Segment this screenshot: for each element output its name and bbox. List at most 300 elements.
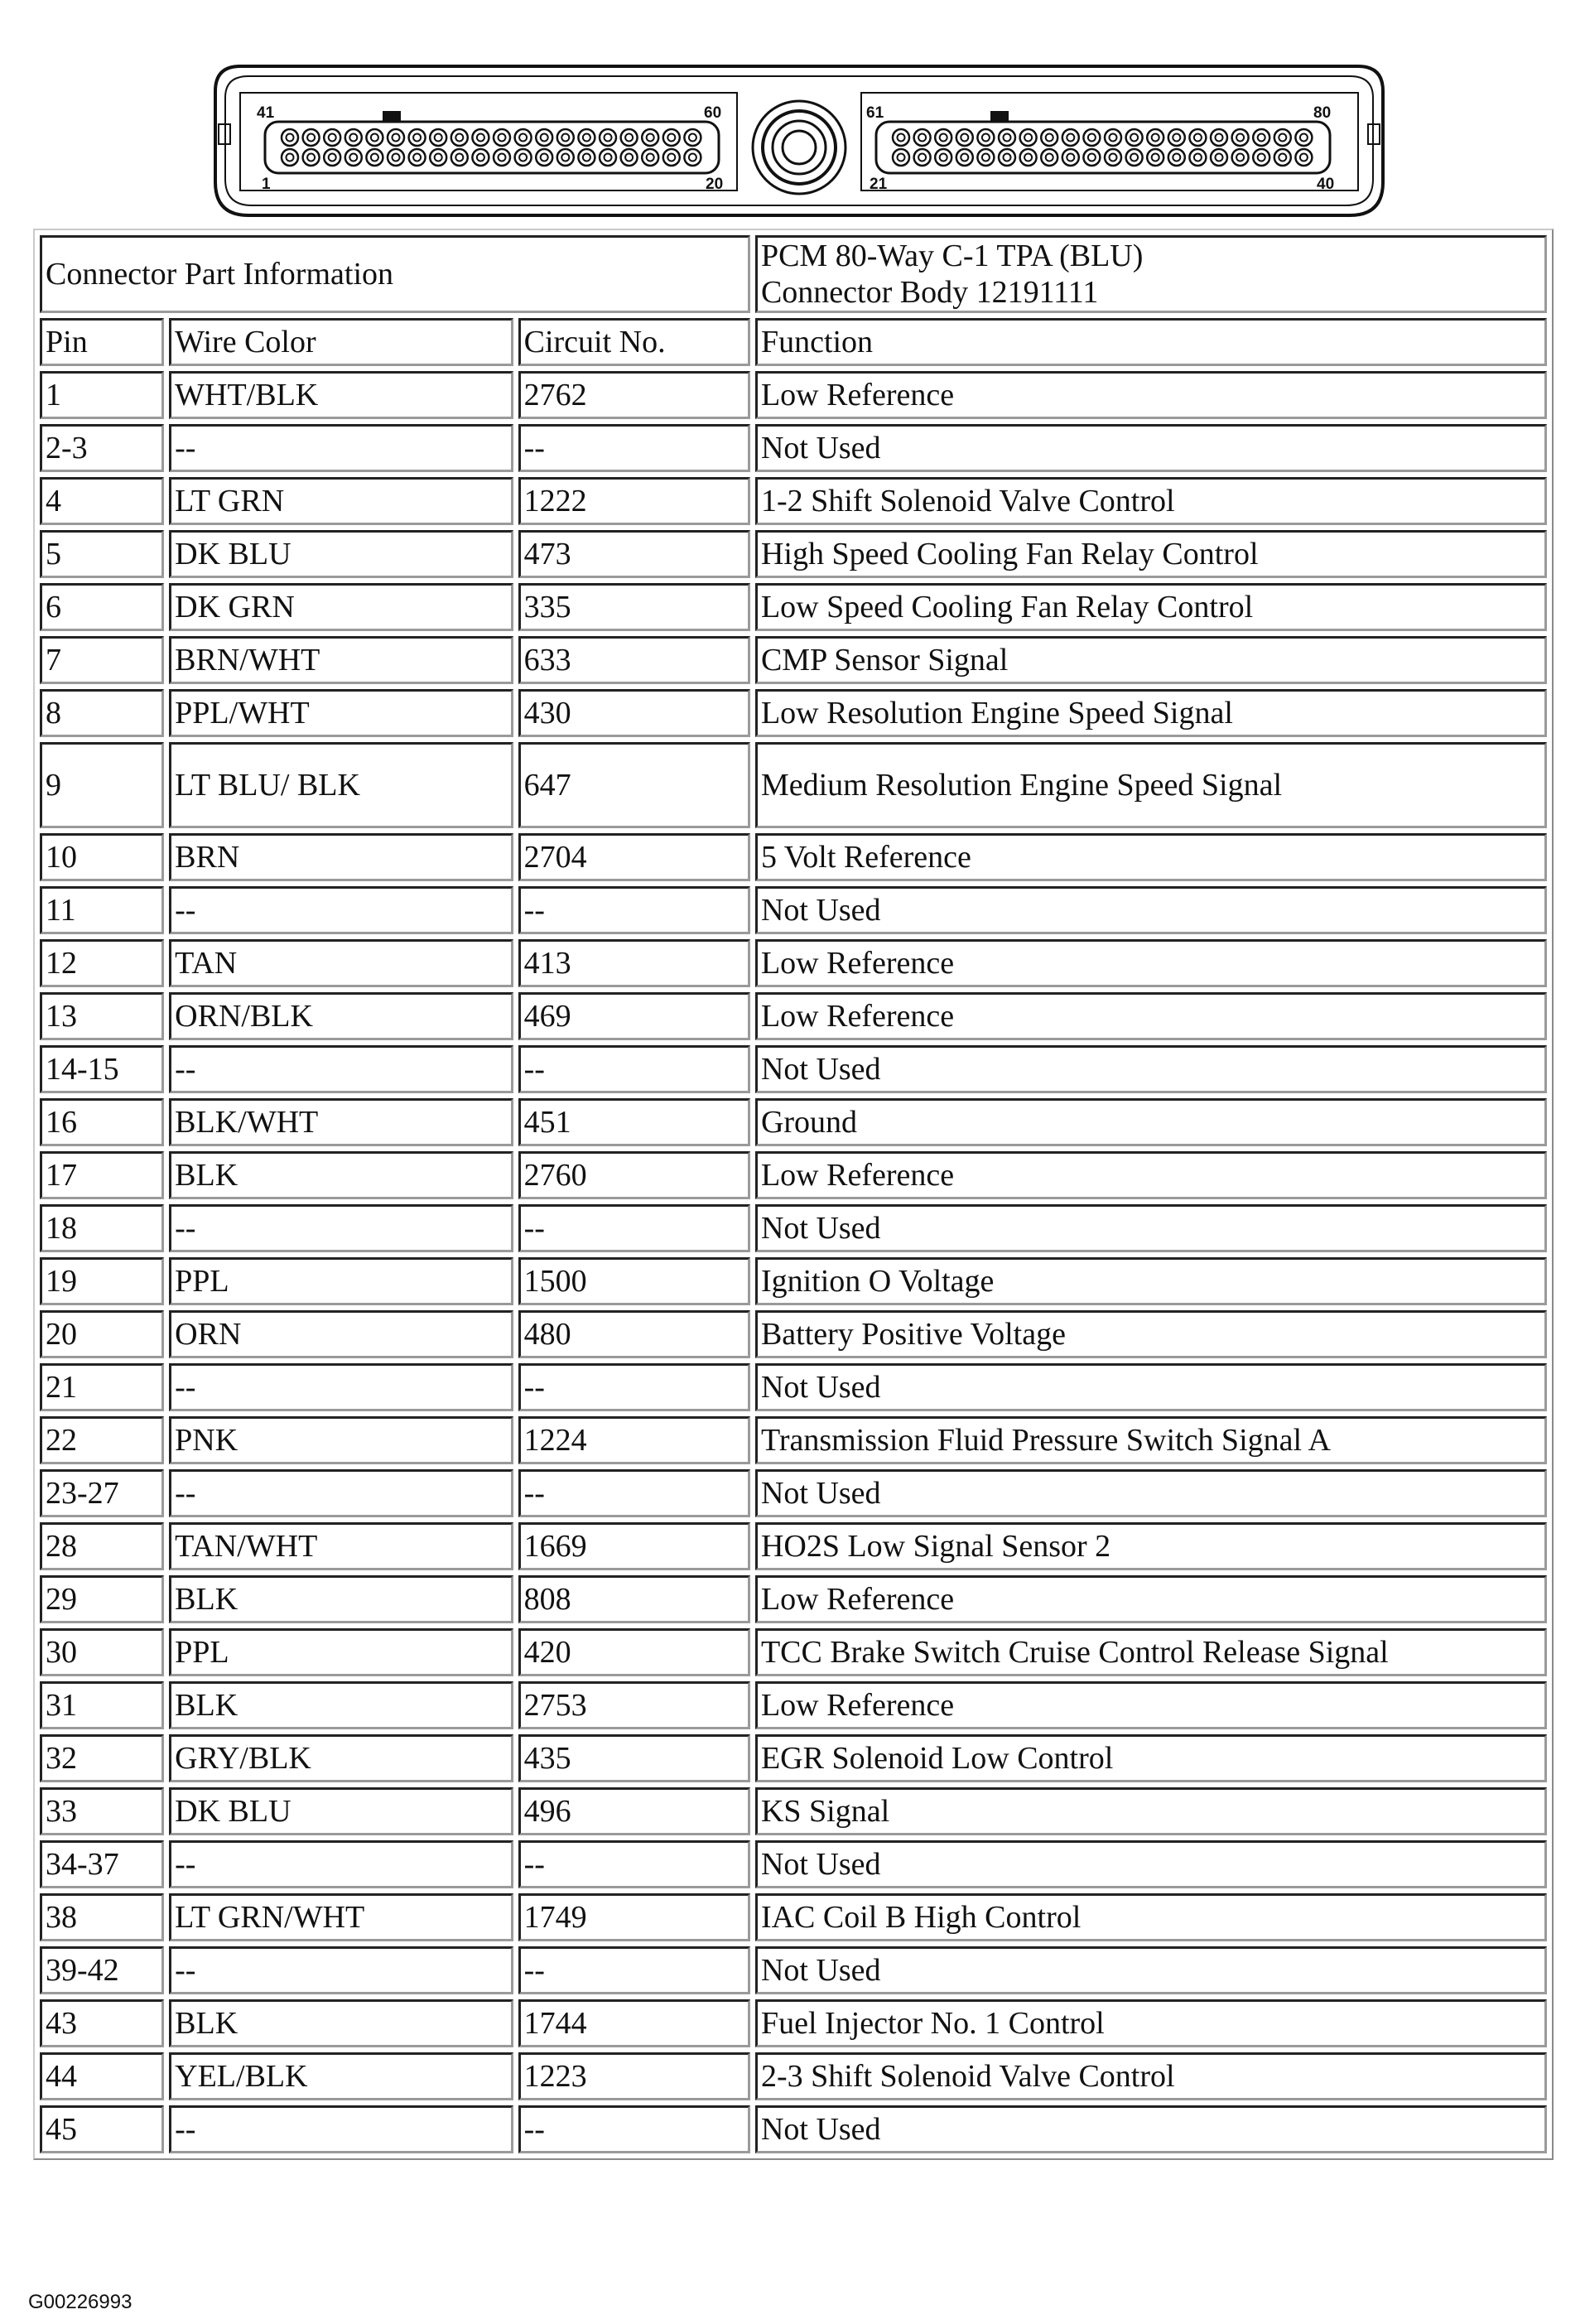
pin-contact [647,134,654,142]
header-function: Function [755,318,1547,366]
pin-socket [1295,129,1312,146]
wire-color-cell: -- [169,1204,513,1252]
pin-socket [684,149,701,166]
pin-socket [303,129,320,146]
pin-cell: 12 [40,939,164,987]
pin-contact [519,154,527,162]
pin-contact [1004,154,1011,162]
right-pin-block [861,93,1358,193]
pin-socket [451,129,468,146]
circuit-cell: -- [518,1363,750,1411]
pin-contact [561,154,569,162]
function-cell: Not Used [755,1045,1547,1093]
circuit-cell: -- [518,1204,750,1252]
pin-socket [1189,129,1206,146]
circuit-cell: 2704 [518,833,750,881]
pin-contact [499,134,506,142]
pin-socket [1232,149,1249,166]
wire-color-cell: BLK [169,1999,513,2047]
table-row [40,1098,1547,1146]
pin-cell: 7 [40,636,164,684]
pin-contact [541,134,548,142]
pin-socket [956,129,973,146]
right-label-40: 40 [1317,176,1335,193]
pin-cell: 18 [40,1204,164,1252]
wire-color-cell: LT GRN [169,477,513,525]
circuit-cell: 808 [518,1575,750,1623]
pin-socket [1274,149,1291,166]
pin-contact [1173,134,1180,142]
header-row [40,318,1547,366]
function-cell: TCC Brake Switch Cruise Control Release Signal [755,1628,1547,1676]
pin-contact [625,154,633,162]
pin-cell: 29 [40,1575,164,1623]
circuit-cell: -- [518,2105,750,2153]
pin-socket [557,129,574,146]
table-row [40,1840,1547,1888]
part-info-value [755,235,1547,313]
pin-socket [409,149,426,166]
pin-cell: 14-15 [40,1045,164,1093]
left-pin-grid [282,129,701,166]
pin-socket [600,129,616,146]
pin-contact [1236,154,1244,162]
pin-contact [667,154,675,162]
wire-color-cell: BLK [169,1151,513,1199]
wire-color-cell: LT GRN/WHT [169,1893,513,1941]
pin-socket [1105,129,1121,146]
pin-contact [1110,154,1117,162]
pin-socket [1020,149,1037,166]
pin-contact [1152,134,1159,142]
pin-contact [477,154,484,162]
pin-cell: 30 [40,1628,164,1676]
circuit-cell: -- [518,1946,750,1994]
pin-socket [1062,129,1079,146]
wire-color-cell: -- [169,1363,513,1411]
circuit-cell: 469 [518,992,750,1040]
table-row [40,992,1547,1040]
circuit-cell: 1500 [518,1257,750,1305]
pin-contact [499,154,506,162]
pin-cell: 8 [40,689,164,737]
pin-socket [345,149,362,166]
pin-contact [435,134,442,142]
circuit-cell: 496 [518,1787,750,1835]
pin-socket [1083,129,1100,146]
function-cell: Low Reference [755,1151,1547,1199]
pin-socket [494,129,510,146]
function-cell: Low Reference [755,939,1547,987]
pin-socket [684,129,701,146]
pin-contact [1279,154,1286,162]
function-cell: Low Reference [755,371,1547,419]
pin-cell: 21 [40,1363,164,1411]
table-row [40,424,1547,472]
pin-contact [349,154,357,162]
pin-cell: 23-27 [40,1469,164,1517]
function-cell: Not Used [755,1469,1547,1517]
wire-color-cell: PNK [169,1416,513,1464]
pin-contact [1173,154,1180,162]
pin-contact [393,134,400,142]
wire-color-cell: BRN [169,833,513,881]
pin-socket [663,149,680,166]
pin-contact [961,134,968,142]
wire-color-cell: BLK/WHT [169,1098,513,1146]
pin-cell: 11 [40,886,164,934]
pin-socket [1041,129,1057,146]
function-cell: KS Signal [755,1787,1547,1835]
function-cell: Battery Positive Voltage [755,1310,1547,1358]
pin-contact [1152,154,1159,162]
right-label-61: 61 [866,104,884,122]
pin-contact [1067,154,1074,162]
pin-socket [977,149,994,166]
function-cell: 5 Volt Reference [755,833,1547,881]
function-cell: Low Reference [755,992,1547,1040]
wire-color-cell: PPL [169,1628,513,1676]
pin-cell: 5 [40,530,164,578]
circuit-cell: -- [518,886,750,934]
pin-socket [1189,149,1206,166]
pin-contact [982,134,990,142]
wire-color-cell: GRY/BLK [169,1734,513,1782]
pin-socket [366,149,383,166]
table-row [40,2052,1547,2100]
pin-contact [1216,134,1223,142]
pin-cell: 43 [40,1999,164,2047]
pin-cell: 9 [40,742,164,828]
function-cell: Not Used [755,1363,1547,1411]
function-cell: Not Used [755,2105,1547,2153]
pin-contact [1004,134,1011,142]
pin-socket [1041,149,1057,166]
wire-color-cell: DK GRN [169,583,513,631]
wire-color-cell: BLK [169,1681,513,1729]
pin-socket [600,149,616,166]
pinout-table [33,229,1554,2160]
table-row [40,1257,1547,1305]
pin-contact [413,134,421,142]
pin-contact [1300,134,1308,142]
pin-cell: 38 [40,1893,164,1941]
pin-contact [918,154,926,162]
pin-socket [642,129,658,146]
pin-socket [578,129,595,146]
wire-color-cell: TAN [169,939,513,987]
pin-contact [918,134,926,142]
pin-contact [1194,134,1202,142]
pin-contact [371,134,378,142]
pin-socket [935,149,951,166]
pin-cell: 33 [40,1787,164,1835]
function-cell: EGR Solenoid Low Control [755,1734,1547,1782]
pin-contact [1130,154,1138,162]
pin-socket [621,129,638,146]
function-cell: HO2S Low Signal Sensor 2 [755,1522,1547,1570]
part-info-label: Connector Part Information [40,235,750,313]
wire-color-cell: -- [169,2105,513,2153]
function-cell: Ignition O Voltage [755,1257,1547,1305]
pin-socket [893,129,909,146]
pin-contact [1110,134,1117,142]
pin-contact [371,154,378,162]
left-pin-block [240,93,737,193]
function-cell: Transmission Fluid Pressure Switch Signal A [755,1416,1547,1464]
header-wire-color: Wire Color [169,318,513,366]
pin-socket [282,129,298,146]
pin-cell: 17 [40,1151,164,1199]
pin-socket [999,149,1015,166]
pin-socket [935,129,951,146]
pin-contact [287,134,294,142]
pin-socket [494,149,510,166]
table-row [40,1416,1547,1464]
pin-socket [515,129,532,146]
table-row [40,1628,1547,1676]
pin-cell: 19 [40,1257,164,1305]
left-label-41: 41 [257,104,275,122]
pin-contact [287,154,294,162]
right-pin-grid [893,129,1312,166]
pin-socket [1232,129,1249,146]
table-row [40,1893,1547,1941]
pin-contact [1088,134,1096,142]
table-row [40,2105,1547,2153]
table-row [40,1999,1547,2047]
table-row [40,477,1547,525]
wire-color-cell: ORN [169,1310,513,1358]
pin-contact [393,154,400,162]
pin-contact [307,134,315,142]
pin-contact [583,134,590,142]
pin-contact [1300,154,1308,162]
function-cell: Not Used [755,1204,1547,1252]
pin-contact [647,154,654,162]
function-cell: Fuel Injector No. 1 Control [755,1999,1547,2047]
table-row [40,1045,1547,1093]
pin-contact [940,154,947,162]
pin-socket [515,149,532,166]
pin-socket [1147,149,1163,166]
part-info-row [40,235,1547,313]
pin-socket [893,149,909,166]
pin-socket [345,129,362,146]
wire-color-cell: TAN/WHT [169,1522,513,1570]
circuit-cell: 451 [518,1098,750,1146]
table-row [40,1787,1547,1835]
pin-contact [1067,134,1074,142]
function-cell: Low Speed Cooling Fan Relay Control [755,583,1547,631]
pin-cell: 13 [40,992,164,1040]
circuit-cell: 1669 [518,1522,750,1570]
pin-socket [1083,149,1100,166]
part-info-line-1: PCM 80-Way C-1 TPA (BLU) [760,239,1144,273]
connector-diagram [207,58,1391,224]
pin-cell: 6 [40,583,164,631]
table-row [40,939,1547,987]
pin-socket [1126,149,1143,166]
pin-contact [625,134,633,142]
table-row [40,583,1547,631]
pin-cell: 34-37 [40,1840,164,1888]
function-cell: Not Used [755,424,1547,472]
pin-socket [999,129,1015,146]
table-row [40,886,1547,934]
pin-contact [1216,154,1223,162]
circuit-cell: 633 [518,636,750,684]
table-row [40,1363,1547,1411]
left-label-60: 60 [704,104,722,122]
pin-socket [472,149,489,166]
center-post [753,101,845,194]
wire-color-cell: YEL/BLK [169,2052,513,2100]
pin-contact [1258,134,1265,142]
pin-socket [642,149,658,166]
right-label-21: 21 [870,176,888,193]
function-cell: 2-3 Shift Solenoid Valve Control [755,2052,1547,2100]
wire-color-cell: DK BLU [169,530,513,578]
wire-color-cell: -- [169,424,513,472]
table-row [40,1734,1547,1782]
pin-socket [388,129,404,146]
wire-color-cell: PPL/WHT [169,689,513,737]
wire-color-cell: ORN/BLK [169,992,513,1040]
pin-contact [1046,154,1053,162]
function-cell: Medium Resolution Engine Speed Signal [755,742,1547,828]
pin-contact [961,154,968,162]
pin-contact [898,154,905,162]
pin-cell: 32 [40,1734,164,1782]
pin-contact [541,154,548,162]
pin-socket [1126,129,1143,146]
circuit-cell: 480 [518,1310,750,1358]
pin-contact [982,154,990,162]
circuit-cell: 413 [518,939,750,987]
pin-cell: 10 [40,833,164,881]
wire-color-cell: BRN/WHT [169,636,513,684]
pin-contact [689,154,696,162]
pin-contact [455,134,463,142]
pin-socket [578,149,595,166]
wire-color-cell: -- [169,1045,513,1093]
pin-contact [1258,154,1265,162]
pin-cell: 45 [40,2105,164,2153]
wire-color-cell: -- [169,886,513,934]
header-circuit-no: Circuit No. [518,318,750,366]
pin-contact [1046,134,1053,142]
pin-socket [557,149,574,166]
pin-socket [1147,129,1163,146]
pin-socket [1211,149,1227,166]
pin-socket [388,149,404,166]
pin-socket [409,129,426,146]
circuit-cell: 2760 [518,1151,750,1199]
pin-contact [477,134,484,142]
table-row [40,833,1547,881]
pin-contact [413,154,421,162]
circuit-cell: 2762 [518,371,750,419]
function-cell: Low Reference [755,1575,1547,1623]
pin-contact [689,134,696,142]
pin-socket [366,129,383,146]
pin-socket [1168,149,1185,166]
pin-contact [1024,134,1032,142]
circuit-cell: -- [518,1840,750,1888]
wire-color-cell: LT BLU/ BLK [169,742,513,828]
pin-cell: 16 [40,1098,164,1146]
pin-socket [1274,129,1291,146]
wire-color-cell: PPL [169,1257,513,1305]
table-row [40,1151,1547,1199]
pin-contact [605,134,612,142]
circuit-cell: 430 [518,689,750,737]
table-row [40,1310,1547,1358]
function-cell: Not Used [755,886,1547,934]
wire-color-cell: -- [169,1946,513,1994]
pin-cell: 2-3 [40,424,164,472]
circuit-cell: 335 [518,583,750,631]
table-row [40,530,1547,578]
pin-socket [472,129,489,146]
pin-socket [324,129,340,146]
pin-socket [977,129,994,146]
table-row [40,1522,1547,1570]
table-row [40,636,1547,684]
table-row [40,742,1547,828]
left-label-20: 20 [706,176,724,193]
function-cell: Low Resolution Engine Speed Signal [755,689,1547,737]
pin-contact [1279,134,1286,142]
function-cell: High Speed Cooling Fan Relay Control [755,530,1547,578]
pin-contact [519,134,527,142]
wire-color-cell: -- [169,1469,513,1517]
pin-socket [430,129,446,146]
function-cell: Not Used [755,1946,1547,1994]
circuit-cell: 1222 [518,477,750,525]
wire-color-cell: WHT/BLK [169,371,513,419]
pin-socket [663,129,680,146]
pin-socket [536,129,552,146]
function-cell: CMP Sensor Signal [755,636,1547,684]
pin-contact [583,154,590,162]
pin-cell: 20 [40,1310,164,1358]
circuit-cell: -- [518,1469,750,1517]
circuit-cell: 1749 [518,1893,750,1941]
pin-contact [329,134,336,142]
pin-cell: 4 [40,477,164,525]
table-row [40,1681,1547,1729]
wire-color-cell: BLK [169,1575,513,1623]
pin-socket [914,149,931,166]
table-row [40,371,1547,419]
circuit-cell: 420 [518,1628,750,1676]
circuit-cell: 473 [518,530,750,578]
function-cell: Low Reference [755,1681,1547,1729]
pin-socket [1295,149,1312,166]
table-row [40,689,1547,737]
circuit-cell: 1224 [518,1416,750,1464]
function-cell: IAC Coil B High Control [755,1893,1547,1941]
pin-contact [898,134,905,142]
pin-contact [1236,134,1244,142]
wire-color-cell: DK BLU [169,1787,513,1835]
pin-socket [914,129,931,146]
right-label-80: 80 [1313,104,1332,122]
circuit-cell: 435 [518,1734,750,1782]
pin-socket [1062,149,1079,166]
